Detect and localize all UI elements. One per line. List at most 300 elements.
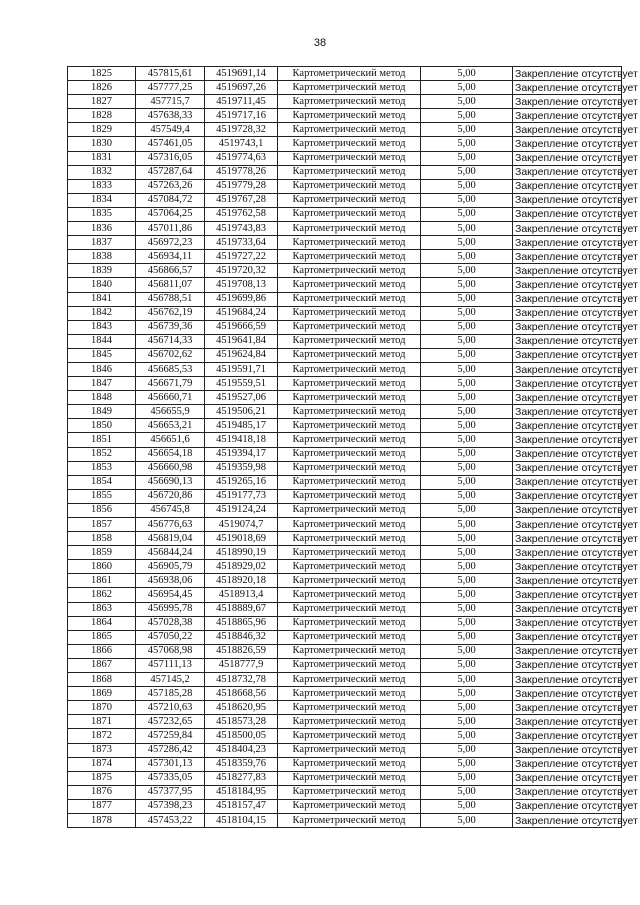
accuracy-cell: 5,00 (421, 673, 513, 687)
table-row (68, 475, 622, 489)
accuracy-cell: 5,00 (421, 687, 513, 701)
fixation-cell: Закрепление отсутствует (513, 518, 622, 532)
table-row (68, 278, 622, 292)
method-cell: Картометрический метод (278, 264, 421, 278)
x-coordinate-cell: 457145,2 (136, 673, 205, 687)
point-number-cell: 1851 (68, 433, 136, 447)
accuracy-cell: 5,00 (421, 489, 513, 503)
accuracy-cell: 5,00 (421, 109, 513, 123)
x-coordinate-cell: 456685,53 (136, 362, 205, 376)
method-cell: Картометрический метод (278, 377, 421, 391)
table-row (68, 334, 622, 348)
method-cell: Картометрический метод (278, 532, 421, 546)
accuracy-cell: 5,00 (421, 503, 513, 517)
point-number-cell: 1850 (68, 419, 136, 433)
point-number-cell: 1854 (68, 475, 136, 489)
accuracy-cell: 5,00 (421, 813, 513, 827)
accuracy-cell: 5,00 (421, 799, 513, 813)
fixation-cell: Закрепление отсутствует (513, 81, 622, 95)
accuracy-cell: 5,00 (421, 602, 513, 616)
fixation-cell: Закрепление отсутствует (513, 405, 622, 419)
point-number-cell: 1827 (68, 95, 136, 109)
table-row (68, 503, 622, 517)
x-coordinate-cell: 456995,78 (136, 602, 205, 616)
table-row (68, 348, 622, 362)
x-coordinate-cell: 457377,95 (136, 785, 205, 799)
point-number-cell: 1848 (68, 391, 136, 405)
y-coordinate-cell: 4518359,76 (205, 757, 278, 771)
x-coordinate-cell: 456702,62 (136, 348, 205, 362)
point-number-cell: 1836 (68, 222, 136, 236)
fixation-cell: Закрепление отсутствует (513, 687, 622, 701)
table-row (68, 701, 622, 715)
x-coordinate-cell: 456654,18 (136, 447, 205, 461)
x-coordinate-cell: 457287,64 (136, 165, 205, 179)
accuracy-cell: 5,00 (421, 405, 513, 419)
accuracy-cell: 5,00 (421, 560, 513, 574)
page-number: 38 (313, 37, 327, 49)
point-number-cell: 1831 (68, 151, 136, 165)
table-row (68, 489, 622, 503)
method-cell: Картометрический метод (278, 292, 421, 306)
point-number-cell: 1855 (68, 489, 136, 503)
table-row (68, 644, 622, 658)
x-coordinate-cell: 456866,57 (136, 264, 205, 278)
x-coordinate-cell: 456905,79 (136, 560, 205, 574)
point-number-cell: 1829 (68, 123, 136, 137)
accuracy-cell: 5,00 (421, 546, 513, 560)
point-number-cell: 1863 (68, 602, 136, 616)
x-coordinate-cell: 456671,79 (136, 377, 205, 391)
x-coordinate-cell: 457777,25 (136, 81, 205, 95)
point-number-cell: 1856 (68, 503, 136, 517)
table-row (68, 616, 622, 630)
y-coordinate-cell: 4518913,4 (205, 588, 278, 602)
fixation-cell: Закрепление отсутствует (513, 433, 622, 447)
fixation-cell: Закрепление отсутствует (513, 813, 622, 827)
accuracy-cell: 5,00 (421, 729, 513, 743)
coordinates-table-body (68, 67, 638, 828)
table-row (68, 377, 622, 391)
fixation-cell: Закрепление отсутствует (513, 757, 622, 771)
point-number-cell: 1825 (68, 67, 136, 81)
method-cell: Картометрический метод (278, 447, 421, 461)
table-row (68, 546, 622, 560)
accuracy-cell: 5,00 (421, 377, 513, 391)
x-coordinate-cell: 456690,13 (136, 475, 205, 489)
point-number-cell: 1842 (68, 306, 136, 320)
y-coordinate-cell: 4519177,73 (205, 489, 278, 503)
method-cell: Картометрический метод (278, 391, 421, 405)
y-coordinate-cell: 4519708,13 (205, 278, 278, 292)
x-coordinate-cell: 456739,36 (136, 320, 205, 334)
point-number-cell: 1834 (68, 193, 136, 207)
y-coordinate-cell: 4519720,32 (205, 264, 278, 278)
point-number-cell: 1833 (68, 179, 136, 193)
method-cell: Картометрический метод (278, 489, 421, 503)
fixation-cell: Закрепление отсутствует (513, 207, 622, 221)
fixation-cell: Закрепление отсутствует (513, 658, 622, 672)
point-number-cell: 1839 (68, 264, 136, 278)
method-cell: Картометрический метод (278, 518, 421, 532)
method-cell: Картометрический метод (278, 278, 421, 292)
fixation-cell: Закрепление отсутствует (513, 278, 622, 292)
x-coordinate-cell: 456776,63 (136, 518, 205, 532)
x-coordinate-cell: 457715,7 (136, 95, 205, 109)
table-row (68, 757, 622, 771)
y-coordinate-cell: 4519074,7 (205, 518, 278, 532)
table-row (68, 419, 622, 433)
point-number-cell: 1870 (68, 701, 136, 715)
y-coordinate-cell: 4519727,22 (205, 250, 278, 264)
fixation-cell: Закрепление отсутствует (513, 306, 622, 320)
x-coordinate-cell: 456660,98 (136, 461, 205, 475)
x-coordinate-cell: 456745,8 (136, 503, 205, 517)
accuracy-cell: 5,00 (421, 264, 513, 278)
fixation-cell: Закрепление отсутствует (513, 264, 622, 278)
point-number-cell: 1838 (68, 250, 136, 264)
x-coordinate-cell: 456938,06 (136, 574, 205, 588)
method-cell: Картометрический метод (278, 813, 421, 827)
y-coordinate-cell: 4518865,96 (205, 616, 278, 630)
method-cell: Картометрический метод (278, 729, 421, 743)
table-row (68, 813, 622, 827)
table-row (68, 743, 622, 757)
method-cell: Картометрический метод (278, 405, 421, 419)
fixation-cell: Закрепление отсутствует (513, 489, 622, 503)
method-cell: Картометрический метод (278, 320, 421, 334)
method-cell: Картометрический метод (278, 701, 421, 715)
table-row (68, 362, 622, 376)
method-cell: Картометрический метод (278, 503, 421, 517)
table-row (68, 222, 622, 236)
point-number-cell: 1837 (68, 236, 136, 250)
method-cell: Картометрический метод (278, 602, 421, 616)
accuracy-cell: 5,00 (421, 461, 513, 475)
table-row (68, 461, 622, 475)
x-coordinate-cell: 457815,61 (136, 67, 205, 81)
table-row (68, 137, 622, 151)
y-coordinate-cell: 4518157,47 (205, 799, 278, 813)
point-number-cell: 1840 (68, 278, 136, 292)
y-coordinate-cell: 4519527,06 (205, 391, 278, 405)
accuracy-cell: 5,00 (421, 179, 513, 193)
table-row (68, 306, 622, 320)
point-number-cell: 1857 (68, 518, 136, 532)
fixation-cell: Закрепление отсутствует (513, 447, 622, 461)
accuracy-cell: 5,00 (421, 518, 513, 532)
y-coordinate-cell: 4519666,59 (205, 320, 278, 334)
fixation-cell: Закрепление отсутствует (513, 391, 622, 405)
table-row (68, 109, 622, 123)
point-number-cell: 1828 (68, 109, 136, 123)
x-coordinate-cell: 457263,26 (136, 179, 205, 193)
point-number-cell: 1845 (68, 348, 136, 362)
fixation-cell: Закрепление отсутствует (513, 560, 622, 574)
table-row (68, 165, 622, 179)
accuracy-cell: 5,00 (421, 447, 513, 461)
accuracy-cell: 5,00 (421, 658, 513, 672)
x-coordinate-cell: 456811,07 (136, 278, 205, 292)
accuracy-cell: 5,00 (421, 630, 513, 644)
accuracy-cell: 5,00 (421, 532, 513, 546)
point-number-cell: 1876 (68, 785, 136, 799)
x-coordinate-cell: 457286,42 (136, 743, 205, 757)
point-number-cell: 1875 (68, 771, 136, 785)
table-row (68, 391, 622, 405)
x-coordinate-cell: 456934,11 (136, 250, 205, 264)
method-cell: Картометрический метод (278, 658, 421, 672)
point-number-cell: 1867 (68, 658, 136, 672)
fixation-cell: Закрепление отсутствует (513, 109, 622, 123)
table-row (68, 207, 622, 221)
table-row (68, 532, 622, 546)
x-coordinate-cell: 456720,86 (136, 489, 205, 503)
method-cell: Картометрический метод (278, 81, 421, 95)
method-cell: Картометрический метод (278, 137, 421, 151)
point-number-cell: 1832 (68, 165, 136, 179)
method-cell: Картометрический метод (278, 574, 421, 588)
table-row (68, 518, 622, 532)
method-cell: Картометрический метод (278, 588, 421, 602)
method-cell: Картометрический метод (278, 560, 421, 574)
x-coordinate-cell: 457549,4 (136, 123, 205, 137)
y-coordinate-cell: 4518889,67 (205, 602, 278, 616)
x-coordinate-cell: 457011,86 (136, 222, 205, 236)
method-cell: Картометрический метод (278, 207, 421, 221)
y-coordinate-cell: 4518277,83 (205, 771, 278, 785)
method-cell: Картометрический метод (278, 334, 421, 348)
x-coordinate-cell: 456819,04 (136, 532, 205, 546)
fixation-cell: Закрепление отсутствует (513, 362, 622, 376)
point-number-cell: 1872 (68, 729, 136, 743)
fixation-cell: Закрепление отсутствует (513, 419, 622, 433)
accuracy-cell: 5,00 (421, 743, 513, 757)
x-coordinate-cell: 457232,65 (136, 715, 205, 729)
y-coordinate-cell: 4519762,58 (205, 207, 278, 221)
table-row (68, 264, 622, 278)
y-coordinate-cell: 4519697,26 (205, 81, 278, 95)
x-coordinate-cell: 456653,21 (136, 419, 205, 433)
accuracy-cell: 5,00 (421, 95, 513, 109)
table-row (68, 320, 622, 334)
table-row (68, 658, 622, 672)
fixation-cell: Закрепление отсутствует (513, 179, 622, 193)
fixation-cell: Закрепление отсутствует (513, 602, 622, 616)
method-cell: Картометрический метод (278, 419, 421, 433)
table-row (68, 250, 622, 264)
point-number-cell: 1866 (68, 644, 136, 658)
accuracy-cell: 5,00 (421, 771, 513, 785)
y-coordinate-cell: 4519684,24 (205, 306, 278, 320)
method-cell: Картометрический метод (278, 67, 421, 81)
accuracy-cell: 5,00 (421, 151, 513, 165)
accuracy-cell: 5,00 (421, 67, 513, 81)
table-row (68, 95, 622, 109)
accuracy-cell: 5,00 (421, 292, 513, 306)
point-number-cell: 1861 (68, 574, 136, 588)
x-coordinate-cell: 457028,38 (136, 616, 205, 630)
y-coordinate-cell: 4518920,18 (205, 574, 278, 588)
fixation-cell: Закрепление отсутствует (513, 67, 622, 81)
y-coordinate-cell: 4518990,19 (205, 546, 278, 560)
fixation-cell: Закрепление отсутствует (513, 334, 622, 348)
accuracy-cell: 5,00 (421, 236, 513, 250)
fixation-cell: Закрепление отсутствует (513, 785, 622, 799)
accuracy-cell: 5,00 (421, 475, 513, 489)
method-cell: Картометрический метод (278, 193, 421, 207)
table-row (68, 729, 622, 743)
y-coordinate-cell: 4519778,26 (205, 165, 278, 179)
accuracy-cell: 5,00 (421, 715, 513, 729)
fixation-cell: Закрепление отсутствует (513, 123, 622, 137)
table-row (68, 687, 622, 701)
point-number-cell: 1847 (68, 377, 136, 391)
fixation-cell: Закрепление отсутствует (513, 320, 622, 334)
method-cell: Картометрический метод (278, 799, 421, 813)
x-coordinate-cell: 456762,19 (136, 306, 205, 320)
accuracy-cell: 5,00 (421, 574, 513, 588)
accuracy-cell: 5,00 (421, 391, 513, 405)
y-coordinate-cell: 4518404,23 (205, 743, 278, 757)
table-row (68, 715, 622, 729)
fixation-cell: Закрепление отсутствует (513, 715, 622, 729)
table-row (68, 179, 622, 193)
y-coordinate-cell: 4519359,98 (205, 461, 278, 475)
method-cell: Картометрический метод (278, 616, 421, 630)
point-number-cell: 1843 (68, 320, 136, 334)
fixation-cell: Закрепление отсутствует (513, 771, 622, 785)
x-coordinate-cell: 456655,9 (136, 405, 205, 419)
fixation-cell: Закрепление отсутствует (513, 701, 622, 715)
table-row (68, 785, 622, 799)
fixation-cell: Закрепление отсутствует (513, 588, 622, 602)
x-coordinate-cell: 457050,22 (136, 630, 205, 644)
point-number-cell: 1830 (68, 137, 136, 151)
y-coordinate-cell: 4518732,78 (205, 673, 278, 687)
y-coordinate-cell: 4519717,16 (205, 109, 278, 123)
y-coordinate-cell: 4518846,32 (205, 630, 278, 644)
method-cell: Картометрический метод (278, 687, 421, 701)
method-cell: Картометрический метод (278, 179, 421, 193)
y-coordinate-cell: 4519779,28 (205, 179, 278, 193)
method-cell: Картометрический метод (278, 123, 421, 137)
method-cell: Картометрический метод (278, 715, 421, 729)
table-row (68, 405, 622, 419)
accuracy-cell: 5,00 (421, 165, 513, 179)
accuracy-cell: 5,00 (421, 616, 513, 630)
accuracy-cell: 5,00 (421, 123, 513, 137)
x-coordinate-cell: 456660,71 (136, 391, 205, 405)
point-number-cell: 1844 (68, 334, 136, 348)
y-coordinate-cell: 4519711,45 (205, 95, 278, 109)
y-coordinate-cell: 4518777,9 (205, 658, 278, 672)
y-coordinate-cell: 4519418,18 (205, 433, 278, 447)
fixation-cell: Закрепление отсутствует (513, 799, 622, 813)
x-coordinate-cell: 457453,22 (136, 813, 205, 827)
y-coordinate-cell: 4518184,95 (205, 785, 278, 799)
method-cell: Картометрический метод (278, 250, 421, 264)
y-coordinate-cell: 4518929,02 (205, 560, 278, 574)
y-coordinate-cell: 4518668,56 (205, 687, 278, 701)
x-coordinate-cell: 457638,33 (136, 109, 205, 123)
x-coordinate-cell: 457210,63 (136, 701, 205, 715)
method-cell: Картометрический метод (278, 771, 421, 785)
y-coordinate-cell: 4519485,17 (205, 419, 278, 433)
point-number-cell: 1873 (68, 743, 136, 757)
point-number-cell: 1869 (68, 687, 136, 701)
table-row (68, 799, 622, 813)
accuracy-cell: 5,00 (421, 362, 513, 376)
point-number-cell: 1841 (68, 292, 136, 306)
fixation-cell: Закрепление отсутствует (513, 193, 622, 207)
method-cell: Картометрический метод (278, 433, 421, 447)
y-coordinate-cell: 4518573,28 (205, 715, 278, 729)
y-coordinate-cell: 4519691,14 (205, 67, 278, 81)
method-cell: Картометрический метод (278, 644, 421, 658)
method-cell: Картометрический метод (278, 743, 421, 757)
point-number-cell: 1835 (68, 207, 136, 221)
x-coordinate-cell: 457185,28 (136, 687, 205, 701)
method-cell: Картометрический метод (278, 95, 421, 109)
point-number-cell: 1826 (68, 81, 136, 95)
x-coordinate-cell: 456844,24 (136, 546, 205, 560)
point-number-cell: 1878 (68, 813, 136, 827)
table-row (68, 151, 622, 165)
method-cell: Картометрический метод (278, 362, 421, 376)
method-cell: Картометрический метод (278, 236, 421, 250)
point-number-cell: 1859 (68, 546, 136, 560)
accuracy-cell: 5,00 (421, 433, 513, 447)
table-row (68, 630, 622, 644)
fixation-cell: Закрепление отсутствует (513, 236, 622, 250)
fixation-cell: Закрепление отсутствует (513, 292, 622, 306)
x-coordinate-cell: 457111,13 (136, 658, 205, 672)
fixation-cell: Закрепление отсутствует (513, 532, 622, 546)
fixation-cell: Закрепление отсутствует (513, 743, 622, 757)
accuracy-cell: 5,00 (421, 419, 513, 433)
fixation-cell: Закрепление отсутствует (513, 222, 622, 236)
accuracy-cell: 5,00 (421, 222, 513, 236)
table-row (68, 673, 622, 687)
table-row (68, 447, 622, 461)
fixation-cell: Закрепление отсутствует (513, 377, 622, 391)
table-row (68, 292, 622, 306)
coordinates-table (67, 66, 638, 828)
table-row (68, 602, 622, 616)
fixation-cell: Закрепление отсутствует (513, 546, 622, 560)
y-coordinate-cell: 4519124,24 (205, 503, 278, 517)
fixation-cell: Закрепление отсутствует (513, 165, 622, 179)
y-coordinate-cell: 4518500,05 (205, 729, 278, 743)
point-number-cell: 1853 (68, 461, 136, 475)
fixation-cell: Закрепление отсутствует (513, 250, 622, 264)
fixation-cell: Закрепление отсутствует (513, 461, 622, 475)
y-coordinate-cell: 4519767,28 (205, 193, 278, 207)
point-number-cell: 1858 (68, 532, 136, 546)
table-row (68, 193, 622, 207)
fixation-cell: Закрепление отсутствует (513, 574, 622, 588)
point-number-cell: 1868 (68, 673, 136, 687)
x-coordinate-cell: 457064,25 (136, 207, 205, 221)
fixation-cell: Закрепление отсутствует (513, 673, 622, 687)
table-row (68, 574, 622, 588)
y-coordinate-cell: 4519559,51 (205, 377, 278, 391)
accuracy-cell: 5,00 (421, 785, 513, 799)
y-coordinate-cell: 4518826,59 (205, 644, 278, 658)
accuracy-cell: 5,00 (421, 757, 513, 771)
x-coordinate-cell: 457084,72 (136, 193, 205, 207)
